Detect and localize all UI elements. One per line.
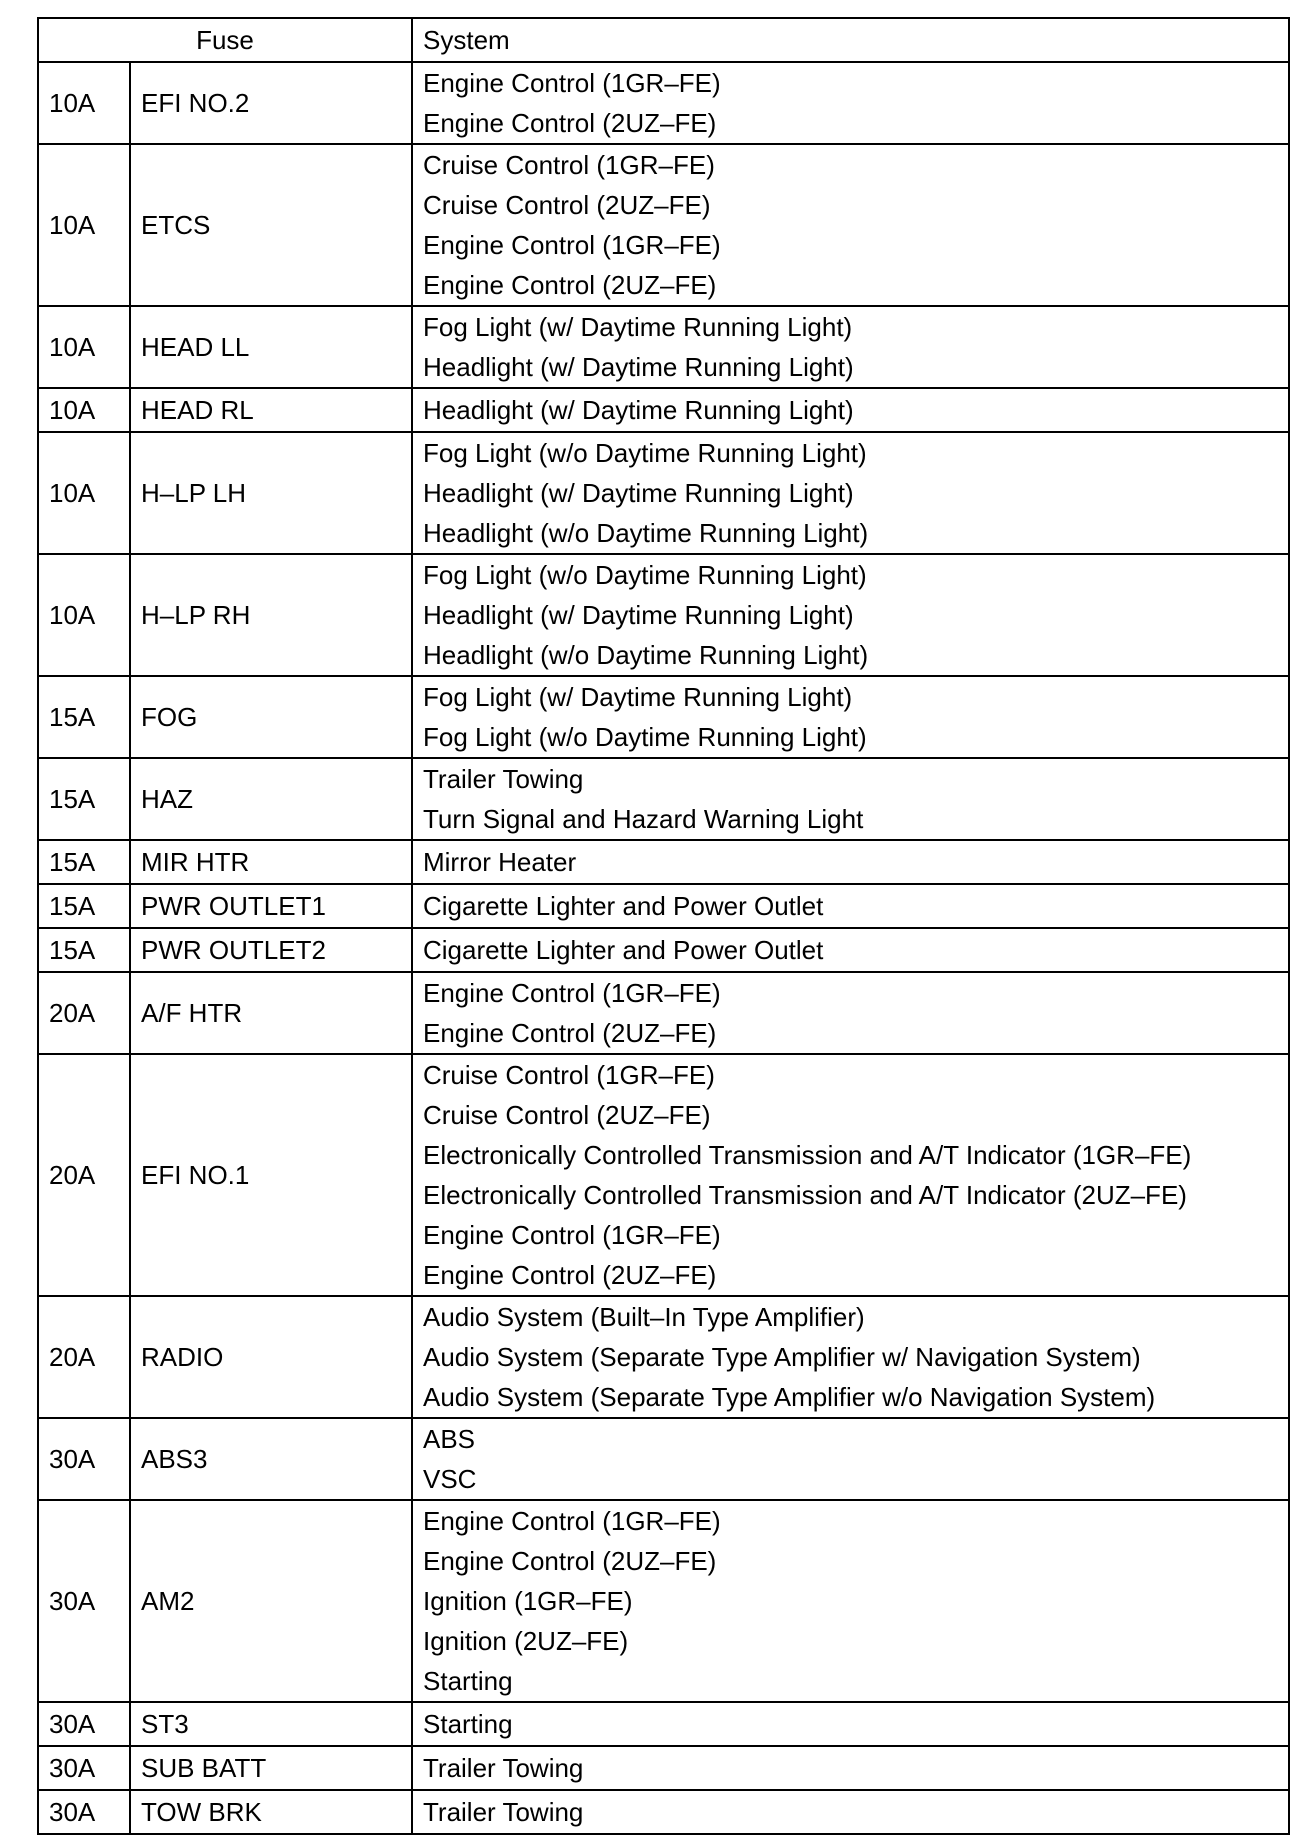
table-row xyxy=(38,306,1289,388)
fuse-amperage: 15A xyxy=(38,676,130,758)
fuse-systems xyxy=(412,1500,1289,1702)
fuse-name: A/F HTR xyxy=(130,972,412,1054)
system-entry: Fog Light (w/o Daytime Running Light) xyxy=(423,560,867,590)
table-row xyxy=(38,1702,1289,1746)
system-entry: Ignition (2UZ–FE) xyxy=(423,1626,629,1656)
system-entry: Engine Control (2UZ–FE) xyxy=(423,108,717,138)
fuse-systems: Mirror Heater xyxy=(412,840,1289,884)
fuse-amperage: 30A xyxy=(38,1790,130,1834)
fuse-name: RADIO xyxy=(130,1296,412,1418)
system-entry: Electronically Controlled Transmission and A/T Indicator (2UZ–FE) xyxy=(423,1180,1187,1210)
table-row xyxy=(38,972,1289,1054)
system-entry: Audio System (Built–In Type Amplifier) xyxy=(423,1302,865,1332)
table-row xyxy=(38,1296,1289,1418)
fuse-systems xyxy=(412,676,1289,758)
table-row xyxy=(38,554,1289,676)
fuse-table-body xyxy=(38,62,1289,1834)
fuse-systems: Trailer Towing xyxy=(412,1790,1289,1834)
fuse-column-header: Fuse xyxy=(38,18,412,62)
table-row xyxy=(38,676,1289,758)
fuse-amperage: 20A xyxy=(38,1054,130,1296)
system-entry: Engine Control (1GR–FE) xyxy=(423,230,721,260)
system-entry: Headlight (w/ Daytime Running Light) xyxy=(423,478,854,508)
system-entry: Headlight (w/ Daytime Running Light) xyxy=(423,600,854,630)
system-entry: Cruise Control (1GR–FE) xyxy=(423,150,715,180)
fuse-name: ABS3 xyxy=(130,1418,412,1500)
fuse-amperage: 10A xyxy=(38,554,130,676)
fuse-name: EFI NO.1 xyxy=(130,1054,412,1296)
fuse-name: AM2 xyxy=(130,1500,412,1702)
table-row xyxy=(38,1500,1289,1702)
system-entry: Trailer Towing xyxy=(423,764,584,794)
system-entry: Engine Control (2UZ–FE) xyxy=(423,1546,717,1576)
fuse-amperage: 30A xyxy=(38,1500,130,1702)
system-column-header: System xyxy=(412,18,1289,62)
fuse-name: H–LP LH xyxy=(130,432,412,554)
table-row xyxy=(38,1790,1289,1834)
fuse-name: H–LP RH xyxy=(130,554,412,676)
table-row xyxy=(38,388,1289,432)
header-row xyxy=(38,18,1289,62)
fuse-systems xyxy=(412,62,1289,144)
system-entry: Headlight (w/ Daytime Running Light) xyxy=(423,352,854,382)
system-entry: Audio System (Separate Type Amplifier w/ Navigation System) xyxy=(423,1342,1141,1372)
fuse-systems: Cigarette Lighter and Power Outlet xyxy=(412,884,1289,928)
system-entry: Turn Signal and Hazard Warning Light xyxy=(423,804,864,834)
fuse-amperage: 20A xyxy=(38,972,130,1054)
system-entry: Cruise Control (2UZ–FE) xyxy=(423,190,711,220)
fuse-systems xyxy=(412,554,1289,676)
system-entry: Engine Control (1GR–FE) xyxy=(423,1220,721,1250)
fuse-systems xyxy=(412,1054,1289,1296)
table-row xyxy=(38,928,1289,972)
fuse-systems xyxy=(412,306,1289,388)
table-row xyxy=(38,1054,1289,1296)
system-entry: Fog Light (w/o Daytime Running Light) xyxy=(423,722,867,752)
fuse-name: FOG xyxy=(130,676,412,758)
table-row xyxy=(38,144,1289,306)
fuse-name: HEAD LL xyxy=(130,306,412,388)
fuse-amperage: 10A xyxy=(38,388,130,432)
fuse-amperage: 20A xyxy=(38,1296,130,1418)
system-entry: Fog Light (w/ Daytime Running Light) xyxy=(423,312,853,342)
system-entry: Ignition (1GR–FE) xyxy=(423,1586,633,1616)
fuse-systems: Starting xyxy=(412,1702,1289,1746)
system-entry: Engine Control (2UZ–FE) xyxy=(423,270,717,300)
system-entry: Engine Control (1GR–FE) xyxy=(423,1506,721,1536)
fuse-amperage: 30A xyxy=(38,1418,130,1500)
fuse-name: EFI NO.2 xyxy=(130,62,412,144)
system-entry: Engine Control (2UZ–FE) xyxy=(423,1260,717,1290)
fuse-systems xyxy=(412,432,1289,554)
system-entry: VSC xyxy=(423,1464,477,1494)
system-entry: Engine Control (1GR–FE) xyxy=(423,978,721,1008)
fuse-amperage: 30A xyxy=(38,1702,130,1746)
fuse-amperage: 15A xyxy=(38,928,130,972)
fuse-amperage: 30A xyxy=(38,1746,130,1790)
table-row xyxy=(38,62,1289,144)
fuse-amperage: 15A xyxy=(38,840,130,884)
table-row xyxy=(38,840,1289,884)
fuse-amperage: 10A xyxy=(38,144,130,306)
system-entry: Cruise Control (2UZ–FE) xyxy=(423,1100,711,1130)
system-entry: Headlight (w/o Daytime Running Light) xyxy=(423,518,869,548)
system-entry: Fog Light (w/ Daytime Running Light) xyxy=(423,682,853,712)
system-entry: Fog Light (w/o Daytime Running Light) xyxy=(423,438,867,468)
fuse-amperage: 10A xyxy=(38,432,130,554)
fuse-amperage: 15A xyxy=(38,758,130,840)
fuse-amperage: 15A xyxy=(38,884,130,928)
fuse-systems xyxy=(412,972,1289,1054)
fuse-name: ST3 xyxy=(130,1702,412,1746)
system-entry: Starting xyxy=(423,1666,513,1696)
table-row xyxy=(38,758,1289,840)
fuse-name: PWR OUTLET1 xyxy=(130,884,412,928)
fuse-systems: Headlight (w/ Daytime Running Light) xyxy=(412,388,1289,432)
system-entry: Engine Control (2UZ–FE) xyxy=(423,1018,717,1048)
fuse-systems xyxy=(412,758,1289,840)
table-row xyxy=(38,884,1289,928)
table-row xyxy=(38,1418,1289,1500)
fuse-name: TOW BRK xyxy=(130,1790,412,1834)
fuse-name: SUB BATT xyxy=(130,1746,412,1790)
system-entry: Headlight (w/o Daytime Running Light) xyxy=(423,640,869,670)
fuse-systems xyxy=(412,1296,1289,1418)
fuse-amperage: 10A xyxy=(38,306,130,388)
fuse-name: PWR OUTLET2 xyxy=(130,928,412,972)
fuse-name: MIR HTR xyxy=(130,840,412,884)
system-entry: Cruise Control (1GR–FE) xyxy=(423,1060,715,1090)
system-entry: ABS xyxy=(423,1424,476,1454)
fuse-name: HEAD RL xyxy=(130,388,412,432)
fuse-name: HAZ xyxy=(130,758,412,840)
fuse-name: ETCS xyxy=(130,144,412,306)
fuse-systems xyxy=(412,144,1289,306)
table-row xyxy=(38,432,1289,554)
table-row xyxy=(38,1746,1289,1790)
fuse-systems: Cigarette Lighter and Power Outlet xyxy=(412,928,1289,972)
system-entry: Engine Control (1GR–FE) xyxy=(423,68,721,98)
fuse-systems xyxy=(412,1418,1289,1500)
fuse-systems: Trailer Towing xyxy=(412,1746,1289,1790)
fuse-amperage: 10A xyxy=(38,62,130,144)
fuse-table xyxy=(37,17,1290,1835)
system-entry: Electronically Controlled Transmission and A/T Indicator (1GR–FE) xyxy=(423,1140,1192,1170)
system-entry: Audio System (Separate Type Amplifier w/o Navigation System) xyxy=(423,1382,1156,1412)
